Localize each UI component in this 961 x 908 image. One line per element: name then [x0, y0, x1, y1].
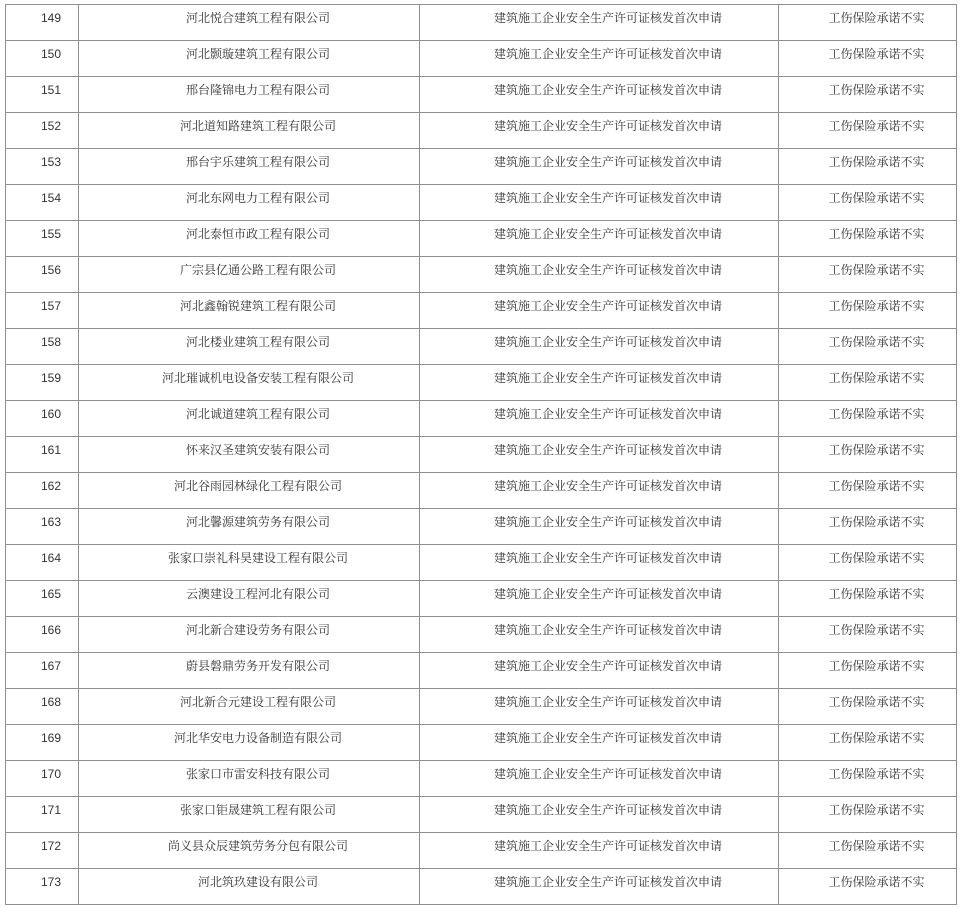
- table-row: [6, 869, 957, 905]
- reason: 工伤保险承诺不实: [779, 5, 957, 41]
- table-row: [6, 797, 957, 833]
- application-item: 建筑施工企业安全生产许可证核发首次申请: [420, 509, 779, 545]
- application-item: 建筑施工企业安全生产许可证核发首次申请: [420, 653, 779, 689]
- row-number: 168: [6, 689, 79, 725]
- company-name: 河北道知路建筑工程有限公司: [79, 113, 420, 149]
- reason: 工伤保险承诺不实: [779, 257, 957, 293]
- reason: 工伤保险承诺不实: [779, 41, 957, 77]
- row-number: 158: [6, 329, 79, 365]
- row-number: 170: [6, 761, 79, 797]
- reason: 工伤保险承诺不实: [779, 401, 957, 437]
- table-row: [6, 149, 957, 185]
- company-name: 蔚县磐鼎劳务开发有限公司: [79, 653, 420, 689]
- reason: 工伤保险承诺不实: [779, 617, 957, 653]
- application-item: 建筑施工企业安全生产许可证核发首次申请: [420, 833, 779, 869]
- row-number: 172: [6, 833, 79, 869]
- table-row: [6, 113, 957, 149]
- row-number: 155: [6, 221, 79, 257]
- company-name: 河北诚道建筑工程有限公司: [79, 401, 420, 437]
- company-name: 河北泰恒市政工程有限公司: [79, 221, 420, 257]
- reason: 工伤保险承诺不实: [779, 725, 957, 761]
- row-number: 166: [6, 617, 79, 653]
- table-row: [6, 41, 957, 77]
- company-name: 张家口崇礼科昊建设工程有限公司: [79, 545, 420, 581]
- table-row: [6, 437, 957, 473]
- company-name: 河北颢璇建筑工程有限公司: [79, 41, 420, 77]
- row-number: 164: [6, 545, 79, 581]
- row-number: 165: [6, 581, 79, 617]
- table-row: [6, 77, 957, 113]
- application-item: 建筑施工企业安全生产许可证核发首次申请: [420, 5, 779, 41]
- application-item: 建筑施工企业安全生产许可证核发首次申请: [420, 473, 779, 509]
- table-row: [6, 545, 957, 581]
- application-item: 建筑施工企业安全生产许可证核发首次申请: [420, 401, 779, 437]
- row-number: 160: [6, 401, 79, 437]
- reason: 工伤保险承诺不实: [779, 473, 957, 509]
- table-row: [6, 653, 957, 689]
- row-number: 171: [6, 797, 79, 833]
- table-row: [6, 365, 957, 401]
- row-number: 150: [6, 41, 79, 77]
- reason: 工伤保险承诺不实: [779, 185, 957, 221]
- company-name: 河北璀诚机电设备安装工程有限公司: [79, 365, 420, 401]
- company-name: 张家口钜晟建筑工程有限公司: [79, 797, 420, 833]
- application-item: 建筑施工企业安全生产许可证核发首次申请: [420, 869, 779, 905]
- company-name: 河北新合元建设工程有限公司: [79, 689, 420, 725]
- row-number: 162: [6, 473, 79, 509]
- application-item: 建筑施工企业安全生产许可证核发首次申请: [420, 761, 779, 797]
- row-number: 154: [6, 185, 79, 221]
- reason: 工伤保险承诺不实: [779, 869, 957, 905]
- table-row: [6, 401, 957, 437]
- company-name: 河北新合建设劳务有限公司: [79, 617, 420, 653]
- results-table: [5, 4, 957, 905]
- company-name: 河北悦合建筑工程有限公司: [79, 5, 420, 41]
- application-item: 建筑施工企业安全生产许可证核发首次申请: [420, 365, 779, 401]
- table-row: [6, 833, 957, 869]
- row-number: 151: [6, 77, 79, 113]
- company-name: 河北楼业建筑工程有限公司: [79, 329, 420, 365]
- row-number: 173: [6, 869, 79, 905]
- company-name: 河北筑玖建设有限公司: [79, 869, 420, 905]
- company-name: 怀来汉圣建筑安装有限公司: [79, 437, 420, 473]
- row-number: 163: [6, 509, 79, 545]
- company-name: 广宗县亿通公路工程有限公司: [79, 257, 420, 293]
- reason: 工伤保险承诺不实: [779, 653, 957, 689]
- table-row: [6, 5, 957, 41]
- row-number: 156: [6, 257, 79, 293]
- table-row: [6, 617, 957, 653]
- application-item: 建筑施工企业安全生产许可证核发首次申请: [420, 257, 779, 293]
- table-row: [6, 581, 957, 617]
- application-item: 建筑施工企业安全生产许可证核发首次申请: [420, 689, 779, 725]
- table-row: [6, 329, 957, 365]
- table-row: [6, 185, 957, 221]
- company-name: 张家口市雷安科技有限公司: [79, 761, 420, 797]
- reason: 工伤保险承诺不实: [779, 149, 957, 185]
- reason: 工伤保险承诺不实: [779, 77, 957, 113]
- company-name: 云澳建设工程河北有限公司: [79, 581, 420, 617]
- table-body: [6, 5, 957, 905]
- table-row: [6, 689, 957, 725]
- reason: 工伤保险承诺不实: [779, 581, 957, 617]
- company-name: 尚义县众辰建筑劳务分包有限公司: [79, 833, 420, 869]
- application-item: 建筑施工企业安全生产许可证核发首次申请: [420, 149, 779, 185]
- table-row: [6, 761, 957, 797]
- row-number: 152: [6, 113, 79, 149]
- reason: 工伤保险承诺不实: [779, 365, 957, 401]
- company-name: 河北东网电力工程有限公司: [79, 185, 420, 221]
- application-item: 建筑施工企业安全生产许可证核发首次申请: [420, 185, 779, 221]
- table-row: [6, 473, 957, 509]
- application-item: 建筑施工企业安全生产许可证核发首次申请: [420, 545, 779, 581]
- application-item: 建筑施工企业安全生产许可证核发首次申请: [420, 41, 779, 77]
- row-number: 159: [6, 365, 79, 401]
- reason: 工伤保险承诺不实: [779, 545, 957, 581]
- reason: 工伤保险承诺不实: [779, 761, 957, 797]
- row-number: 149: [6, 5, 79, 41]
- table-row: [6, 293, 957, 329]
- reason: 工伤保险承诺不实: [779, 509, 957, 545]
- company-name: 河北谷雨园林绿化工程有限公司: [79, 473, 420, 509]
- company-name: 邢台宇乐建筑工程有限公司: [79, 149, 420, 185]
- reason: 工伤保险承诺不实: [779, 689, 957, 725]
- company-name: 邢台隆锦电力工程有限公司: [79, 77, 420, 113]
- reason: 工伤保险承诺不实: [779, 221, 957, 257]
- table-row: [6, 725, 957, 761]
- row-number: 167: [6, 653, 79, 689]
- table-row: [6, 509, 957, 545]
- table-row: [6, 257, 957, 293]
- application-item: 建筑施工企业安全生产许可证核发首次申请: [420, 221, 779, 257]
- reason: 工伤保险承诺不实: [779, 797, 957, 833]
- application-item: 建筑施工企业安全生产许可证核发首次申请: [420, 797, 779, 833]
- row-number: 153: [6, 149, 79, 185]
- application-item: 建筑施工企业安全生产许可证核发首次申请: [420, 77, 779, 113]
- reason: 工伤保险承诺不实: [779, 437, 957, 473]
- reason: 工伤保险承诺不实: [779, 329, 957, 365]
- company-name: 河北馨源建筑劳务有限公司: [79, 509, 420, 545]
- reason: 工伤保险承诺不实: [779, 113, 957, 149]
- application-item: 建筑施工企业安全生产许可证核发首次申请: [420, 581, 779, 617]
- company-name: 河北华安电力设备制造有限公司: [79, 725, 420, 761]
- reason: 工伤保险承诺不实: [779, 833, 957, 869]
- table-row: [6, 221, 957, 257]
- row-number: 157: [6, 293, 79, 329]
- application-item: 建筑施工企业安全生产许可证核发首次申请: [420, 113, 779, 149]
- application-item: 建筑施工企业安全生产许可证核发首次申请: [420, 293, 779, 329]
- application-item: 建筑施工企业安全生产许可证核发首次申请: [420, 617, 779, 653]
- application-item: 建筑施工企业安全生产许可证核发首次申请: [420, 725, 779, 761]
- row-number: 169: [6, 725, 79, 761]
- application-item: 建筑施工企业安全生产许可证核发首次申请: [420, 329, 779, 365]
- reason: 工伤保险承诺不实: [779, 293, 957, 329]
- row-number: 161: [6, 437, 79, 473]
- company-name: 河北鑫翰锐建筑工程有限公司: [79, 293, 420, 329]
- application-item: 建筑施工企业安全生产许可证核发首次申请: [420, 437, 779, 473]
